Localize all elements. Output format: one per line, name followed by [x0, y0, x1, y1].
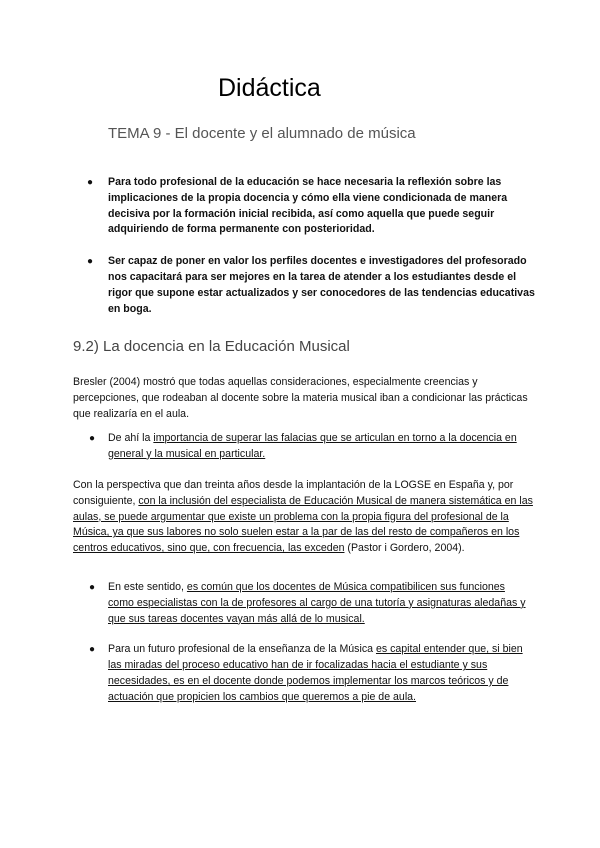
bullet-icon: ●: [89, 644, 96, 656]
paragraph-plain-end: (Pastor i Gordero, 2004).: [344, 542, 465, 555]
section-heading: 9.2) La docencia en la Educación Musical: [73, 338, 350, 355]
bullet-list-1: [89, 431, 529, 478]
bullet-icon: ●: [89, 433, 96, 444]
list-item-plain-text: En este sentido,: [108, 581, 187, 593]
list-item-underlined-text: importancia de superar las falacias que se articulan en torno a la docencia en general y la musical en particular.: [108, 432, 517, 460]
list-item: [89, 580, 529, 627]
paragraph-plain-start: Con la perspectiva que dan treinta años desde la implantación de la LOGSE en España y, por consiguiente,: [73, 479, 514, 507]
list-item: [87, 175, 537, 238]
list-item-plain-text: Para un futuro profesional de la enseñanza de la Música: [108, 643, 376, 656]
list-item-underlined-text: es capital entender que, si bien las miradas del proceso educativo han de ir focalizadas hacia el estudiante y sus necesidades, es en el docente donde podemos implementar los marcos teóricos y de actuación que propicien los cambios que queremos a pie de aula.: [108, 643, 523, 703]
paragraph-logse: [73, 478, 533, 557]
document-title: Didáctica: [218, 74, 321, 102]
bullet-icon: ●: [87, 177, 94, 188]
paragraph-bresler: Bresler (2004) mostró que todas aquellas consideraciones, especialmente creencias y percepciones, que rodeaban al docente sobre la materia musical iban a condicionar las prácticas que realizaría en el aula.: [73, 376, 528, 420]
intro-bullet-list: [87, 175, 537, 333]
paragraph-underlined: con la inclusión del especialista de Educación Musical de manera sistemática en las aulas, se puede argumentar que existe un problema con la propia figura del profesional de la Música, ya que sus labores no solo suelen estar a la par de las del resto de compañeros en los centros educativos, sino que, con frecuencia, las exceden: [73, 494, 533, 555]
intro-bullet-text: Para todo profesional de la educación se hace necesaria la reflexión sobre las implicaciones de la propia docencia y cómo ella viene condicionada de manera decisiva por la formación inicial recibida, así como aquella que puede seguir adquiriendo de forma permanente con posterioridad.: [108, 176, 508, 236]
bullet-list-2: [89, 580, 529, 721]
bullet-icon: ●: [89, 582, 96, 593]
list-item-plain-text: De ahí la: [108, 432, 154, 444]
list-item: [89, 431, 529, 463]
list-item: [89, 642, 529, 705]
intro-bullet-text: Ser capaz de poner en valor los perfiles docentes e investigadores del profesorado nos capacitará para ser mejores en la tarea de atender a los estudiantes desde el rigor que supone estar actualizados y ser conocedores de las tendencias educativas en boga.: [108, 255, 535, 315]
topic-subtitle: TEMA 9 - El docente y el alumnado de música: [108, 125, 416, 142]
list-item: [87, 254, 537, 317]
bullet-icon: ●: [87, 256, 94, 268]
list-item-underlined-text: es común que los docentes de Música compatibilicen sus funciones como especialistas con la de profesores al cargo de una tutoría y asignaturas aledañas y que sus tareas docentes vayan más allá de lo musical.: [108, 581, 526, 625]
